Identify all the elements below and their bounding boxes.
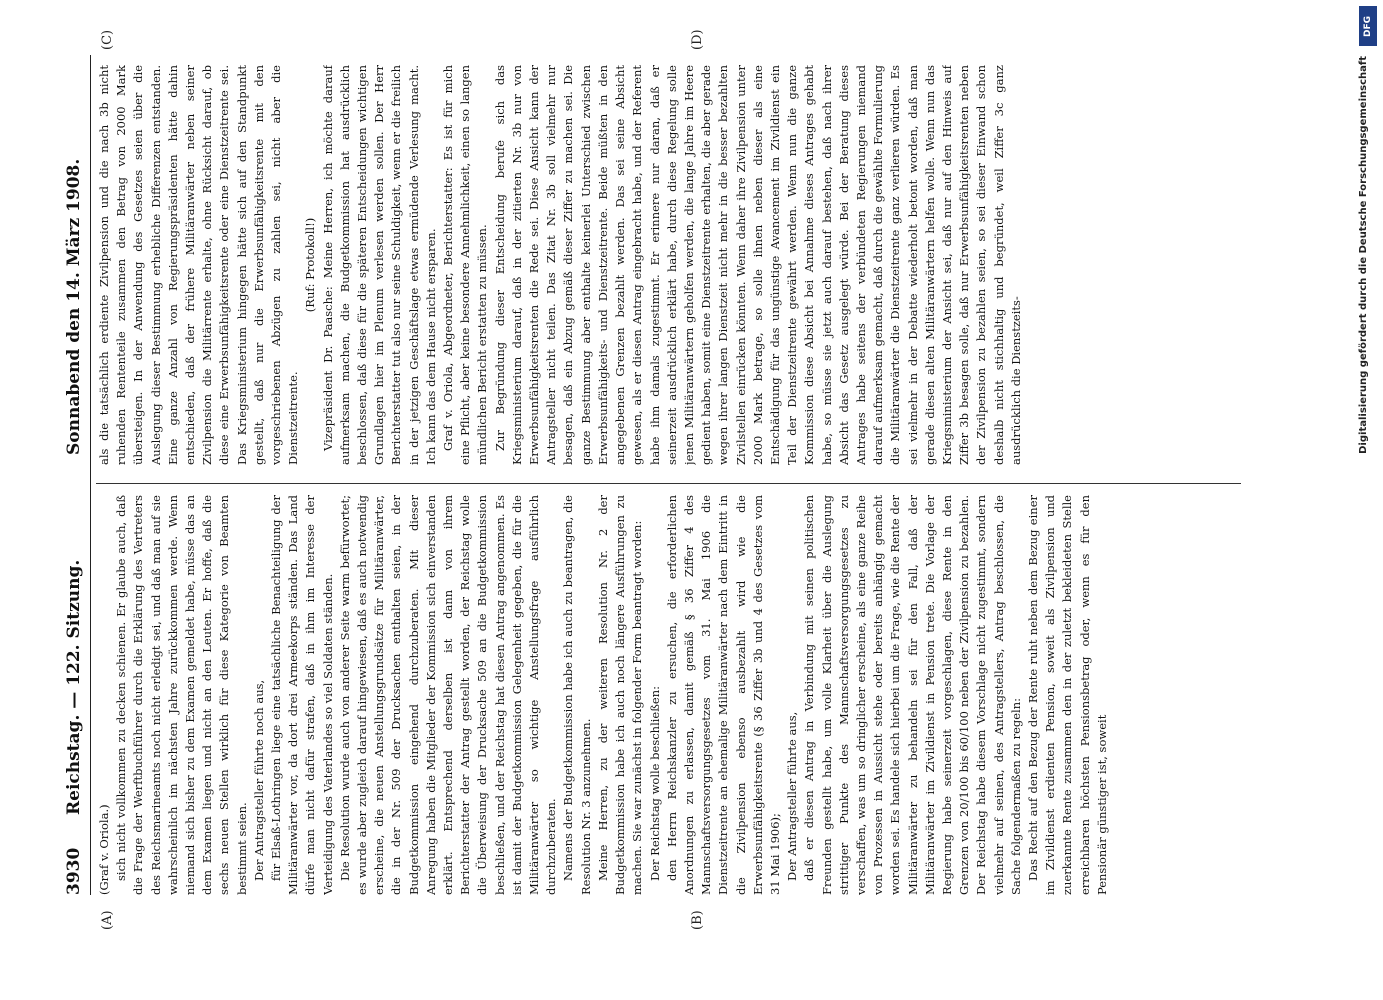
paragraph: Meine Herren, zu der weiteren Resolution Nr. 2 der Budgetkommission habe ich auch noch längere Ausführungen zu machen. Sie war zunächst in folgender Form beantragt worden: — [595, 495, 645, 895]
margin-mark-d: (D) — [690, 29, 705, 50]
dfg-strip — [1355, 0, 1381, 1000]
paragraph: Die Resolution wurde auch von anderer Seite warm befürwortet; es wurde aber zugleich darauf hingewiesen, daß es auch notwendig erscheine, die neuen Anstellungsgrundsätze für Militäranwärter, die in der Nr. 509 der Drucksachen enthalten seien, in der Budgetkommission eingehend durchzuberaten. Mit dieser Anregung haben die Mitglieder der Kommission sich einverstanden erklärt. Entsprechend derselben ist dann von ihrem Berichterstatter der Antrag gestellt worden, der Reichstag wolle die Überweisung der Drucksache 509 an die Budgetkommission beschließen, und der Reichstag hat diesen Antrag angenommen. Es ist damit der Budgetkommission Gelegenheit gegeben, die für die Militäranwärter so wichtige Anstellungsfrage ausführlich durchzuberaten. — [337, 495, 559, 895]
quoted-resolution: den Herrn Reichskanzler zu ersuchen, die erforderlichen Anordnungen zu erlassen, damit gemäß § 36 Ziffer 4 des Mannschaftsversorgungsgesetzes vom 31. Mai 1906 die Dienstzeitrente an ehemalige Militäranwärter nach dem Eintritt in die Zivilpension ebenso ausbezahlt wird wie die Erwerbsunfähigkeitsrente (§ 36 Ziffer 3b und 4 des Gesetzes vom 31 Mai 1906); — [664, 495, 782, 895]
paragraph: Zur Begründung dieser Entscheidung berufe sich das Kriegsministerium darauf, daß in der zitierten Nr. 3b nur von Erwerbsunfähigkeitsrenten die Rede sei. Diese Ansicht kann der Antragsteller nicht teilen. Das Zitat Nr. 3b soll vielmehr nur besagen, daß ein Abzug gemäß dieser Ziffer zu machen sei. Die ganze Bestimmung aber enthalte keinerlei Unterschied zwischen Erwerbsunfähigkeits- und Dienstzeitrente. Beide müßten in den angegebenen Grenzen bezahlt werden. Das sei seine Absicht gewesen, als er diesen Antrag eingebracht habe, und der Referent habe ihm damals zugestimmt. Er erinnere nur daran, daß er seinerzeit ausdrücklich erklärt habe, durch diese Regelung solle jenen Militäranwärtern geholfen werden, die lange Jahre im Heere gedient haben, somit eine Dienstzeitrente erhalten, die aber gerade wegen ihrer langen Dienstzeit nicht mehr in die besser bezahlten Zivilstellen einrücken könnten. Wenn daher ihre Zivilpension unter 2000 Mark betrage, so solle ihnen neben dieser als eine Entschädigung für das ungünstige Avancement im Zivildienst ein Teil der Dienstzeitrente gewährt werden. Wenn nun die ganze Kommission diese Absicht bei Annahme dieses Antrages gehabt habe, so müsse sie jetzt auch darauf bestehen, daß nach ihrer Absicht das Gesetz ausgelegt würde. Bei der Beratung dieses Antrages habe seitens der verbündeten Regierungen niemand darauf aufmerksam gemacht, daß durch die gewählte Formulierung die Militäranwärter die Dienstzeitrente ganz verlieren würden. Es sei vielmehr in der Debatte wiederholt betont worden, daß man gerade diesen alten Militäranwärtern helfen wolle. Wenn nun das Kriegsministerium der Ansicht sei, daß nur auf den Hinweis auf Ziffer 3b besagen solle, daß nur Erwerbsunfähigkeitsrenten neben der Zivilpension zu bezahlen seien, so sei dieser Einwand schon deshalb nicht stichhaltig und begründet, weil Ziffer 3c ganz ausdrücklich die Dienstzeits- — [492, 65, 1023, 465]
paragraph: Vizepräsident Dr. Paasche: Meine Herren, ich möchte darauf aufmerksam machen, die Budgetkommission hat ausdrücklich beschlossen, daß diese für die späteren Entscheidungen wichtigen Grundlagen hier im Plenum verlesen werden sollen. Der Herr Berichterstatter tut also nur seine Schuldigkeit, wenn er die freilich in der jetzigen Geschäftslage etwas ermüdende Verlesung macht. Ich kann das dem Hause nicht ersparen. — [320, 65, 438, 465]
speaker-note: (Graf v. Oriola.) — [97, 804, 111, 895]
quoted-law-text: Das Recht auf den Bezug der Rente ruht neben dem Bezug einer im Zivildienst erdienten Pension, soweit als Zivilpension und zuerkannte Rente zusammen den in der zuletzt bekleideten Stelle erreichbaren höchsten Pensionsbetrag oder, wenn es für den Pensionär günstiger ist, soweit — [1025, 495, 1109, 895]
header-date: Sonnabend den 14. März 1908. — [64, 158, 84, 455]
left-column — [96, 495, 1241, 895]
paragraph: Namens der Budgetkommission habe ich auch zu beantragen, die Resolution Nr. 3 anzunehmen. — [561, 495, 593, 895]
header-title: Reichstag. — 122. Sitzung. — [64, 559, 84, 815]
column-divider — [96, 483, 1241, 484]
interjection: (Ruf: Protokoll!) — [303, 217, 318, 313]
paragraph: Graf v. Oriola, Abgeordneter, Berichterstatter: Es ist für mich eine Pflicht, aber keine besondere Annehmlichkeit, einen so langen mündlichen Bericht erstatten zu müssen. — [441, 65, 490, 465]
paragraph: Der Reichstag wolle beschließen: — [647, 686, 662, 881]
paragraph: für Elsaß-Lothringen liege eine tatsächliche Benachteiligung der Militäranwärter vor, da dort drei Armeekorps ständen. Das Land dürfe man nicht dafür strafen, daß in ihm im Interesse der Verteidigung des Vaterlandes so viel Soldaten ständen. — [269, 495, 335, 895]
digitization-note: Digitalisierung gefördert durch die Deutsche Forschungsgemeinschaft — [1358, 56, 1369, 454]
paragraph: Der Antragsteller führte aus, — [785, 711, 800, 881]
paragraph: als die tatsächlich erdiente Zivilpension und die nach 3b nicht ruhenden Rententeile zusammen den Betrag von 2000 Mark übersteigen. In der Anwendung des Gesetzes seien über die Auslegung dieser Bestimmung erhebliche Differenzen entstanden. Eine ganze Anzahl von Regierungspräsidenten hätte dahin entschieden, daß der frühere Militäranwärter neben seiner Zivilpension die Militärrente erhalte, ohne Rücksicht darauf, ob diese eine Erwerbsunfähigkeitsrente oder eine Dienstzeitrente sei. Das Kriegsministerium hingegen hätte sich auf den Standpunkt gestellt, daß nur die Erwerbsunfähigkeitsrente mit den vorgeschriebenen Abzügen zu zahlen sei, nicht aber die Dienstzeitrente. — [97, 65, 301, 465]
paragraph: daß er diesen Antrag in Verbindung mit seinen politischen Freunden gestellt habe, um volle Klarheit über die Auslegung strittiger Punkte des Mannschaftsversorgungsgesetzes zu verschaffen, was um so dringlicher erscheine, als eine ganze Reihe von Prozessen in Aussicht stehe oder bereits anhängig gemacht worden sei. Es handele sich hierbei um die Frage, wie die Rente der Militäranwärter zu behandeln sei für den Fall, daß der Militäranwärter im Zivildienst in Pension trete. Die Vorlage der Regierung habe seinerzeit vorgeschlagen, diese Rente in den Grenzen von 20/100 bis 60/100 neben der Zivilpension zu bezahlen. Der Reichstag habe diesem Vorschlage nicht zugestimmt, sondern vielmehr auf seinen, des Antragstellers, Antrag beschlossen, die Sache folgendermaßen zu regeln: — [802, 495, 1023, 895]
page-number: 3930 — [64, 847, 84, 895]
paragraph: sich nicht vollkommen zu decken schienen. Er glaube auch, daß die Frage der Werftbuchführer durch die Erklärung des Vertreters des Reichsmarineamts noch nicht erledigt sei, und daß man auf sie wahrscheinlich im nächsten Jahre zurückkommen werde. Wenn niemand sich bisher zu dem Examen gemeldet habe, müsse das an dem Examen liegen und nicht an den Leuten. Er hoffe, daß die sechs neuen Stellen wirklich für diese Kategorie von Beamten bestimmt seien. — [114, 495, 249, 895]
right-column — [96, 65, 1241, 465]
margin-mark-b: (B) — [690, 910, 705, 930]
dfg-logo: DFG — [1359, 6, 1377, 46]
margin-mark-a: (A) — [100, 910, 115, 930]
paragraph: Der Antragsteller führte noch aus, — [251, 679, 266, 881]
margin-mark-c: (C) — [100, 29, 115, 50]
page-header — [60, 55, 91, 895]
